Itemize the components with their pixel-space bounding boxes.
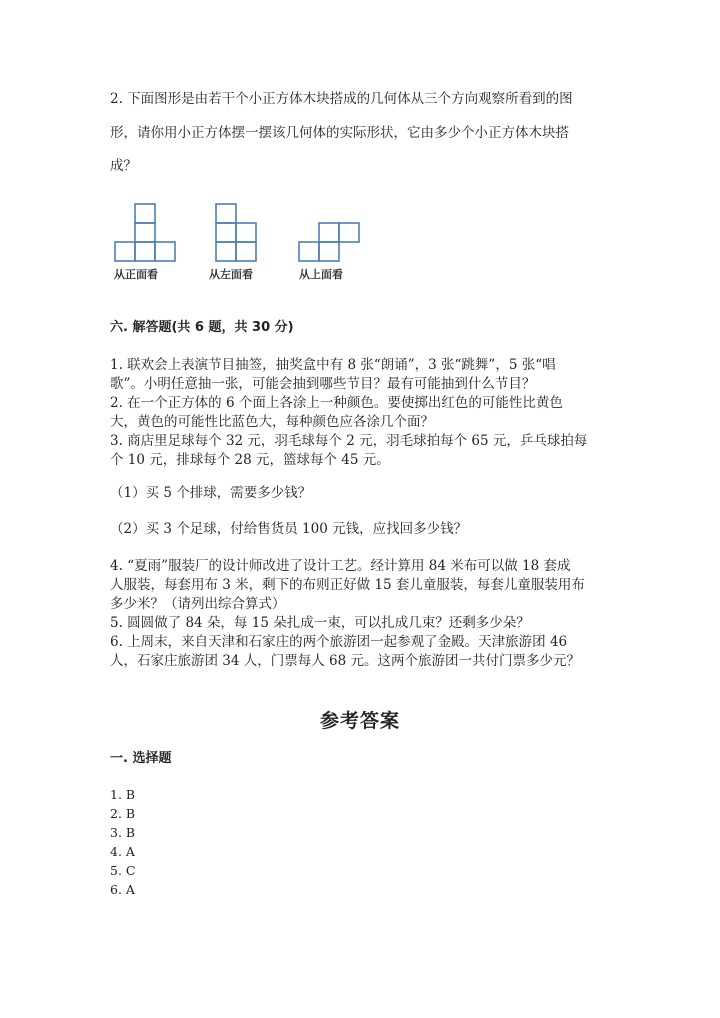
s6-line-4: 大，黄色的可能性比蓝色大，每种颜色应各涂几个面？	[110, 414, 434, 430]
s6-line-1: 1. 联欢会上表演节目抽签，抽奖盒中有 8 张“朗诵”，3 张“跳舞”，5 张“唱	[110, 357, 556, 373]
s6-q4-line3: 多少米？（请列出综合算式）	[110, 596, 286, 612]
question2-line3: 成？	[110, 158, 137, 174]
s6-q4-line1: 4. “夏雨”服装厂的设计师改进了设计工艺。经计算用 84 米布可以做 18 套成	[110, 558, 571, 574]
left-view-label: 从左面看	[209, 268, 253, 281]
s6-q4-line2: 人服装，每套用布 3 米，剩下的布则正好做 15 套儿童服装，每套儿童服装用布	[110, 577, 585, 593]
s6-line-3: 2. 在一个正方体的 6 个面上各涂上一种颜色。要使掷出红色的可能性比黄色	[110, 395, 563, 411]
answer-item: 5. C	[110, 863, 136, 878]
s6-line-2: 歌”。小明任意抽一张，可能会抽到哪些节目？最有可能抽到什么节目？	[110, 376, 536, 392]
question2-line1: 2. 下面图形是由若干个小正方体木块搭成的几何体从三个方向观察所看到的图	[110, 91, 573, 107]
s6-line-5: 3. 商店里足球每个 32 元，羽毛球每个 2 元，羽毛球拍每个 65 元，乒乓球拍每	[110, 433, 588, 449]
section6-heading: 六. 解答题(共 6 题，共 30 分)	[110, 320, 294, 335]
question2-line2: 形，请你用小正方体摆一摆该几何体的实际形状，它由多少个小正方体木块搭	[110, 125, 569, 141]
left-view-figure	[214, 203, 260, 263]
s6-sub1: （1）买 5 个排球，需要多少钱？	[110, 485, 312, 501]
answer-item: 2. B	[110, 806, 136, 821]
front-view-figure	[113, 203, 179, 263]
answers-section1: 一. 选择题	[110, 751, 172, 766]
s6-line-6: 个 10 元，排球每个 28 元，篮球每个 45 元。	[110, 452, 390, 468]
s6-q6-line1: 6. 上周末，来自天津和石家庄的两个旅游团一起参观了金殿。天津旅游团 46	[110, 634, 568, 650]
s6-q5-line: 5. 圆圆做了 84 朵，每 15 朵扎成一束，可以扎成几束？还剩多少朵？	[110, 615, 530, 631]
answer-item: 1. B	[110, 787, 136, 802]
answers-title: 参考答案	[319, 710, 400, 732]
s6-q6-line2: 人，石家庄旅游团 34 人，门票每人 68 元。这两个旅游团一共付门票多少元？	[110, 653, 581, 669]
answer-item: 3. B	[110, 825, 136, 840]
front-view-label: 从正面看	[114, 268, 158, 281]
answer-item: 6. A	[110, 882, 135, 897]
top-view-label: 从上面看	[299, 268, 343, 281]
answer-item: 4. A	[110, 844, 135, 859]
top-view-figure	[297, 222, 363, 264]
s6-sub2: （2）买 3 个足球，付给售货员 100 元钱，应找回多少钱？	[110, 521, 468, 537]
